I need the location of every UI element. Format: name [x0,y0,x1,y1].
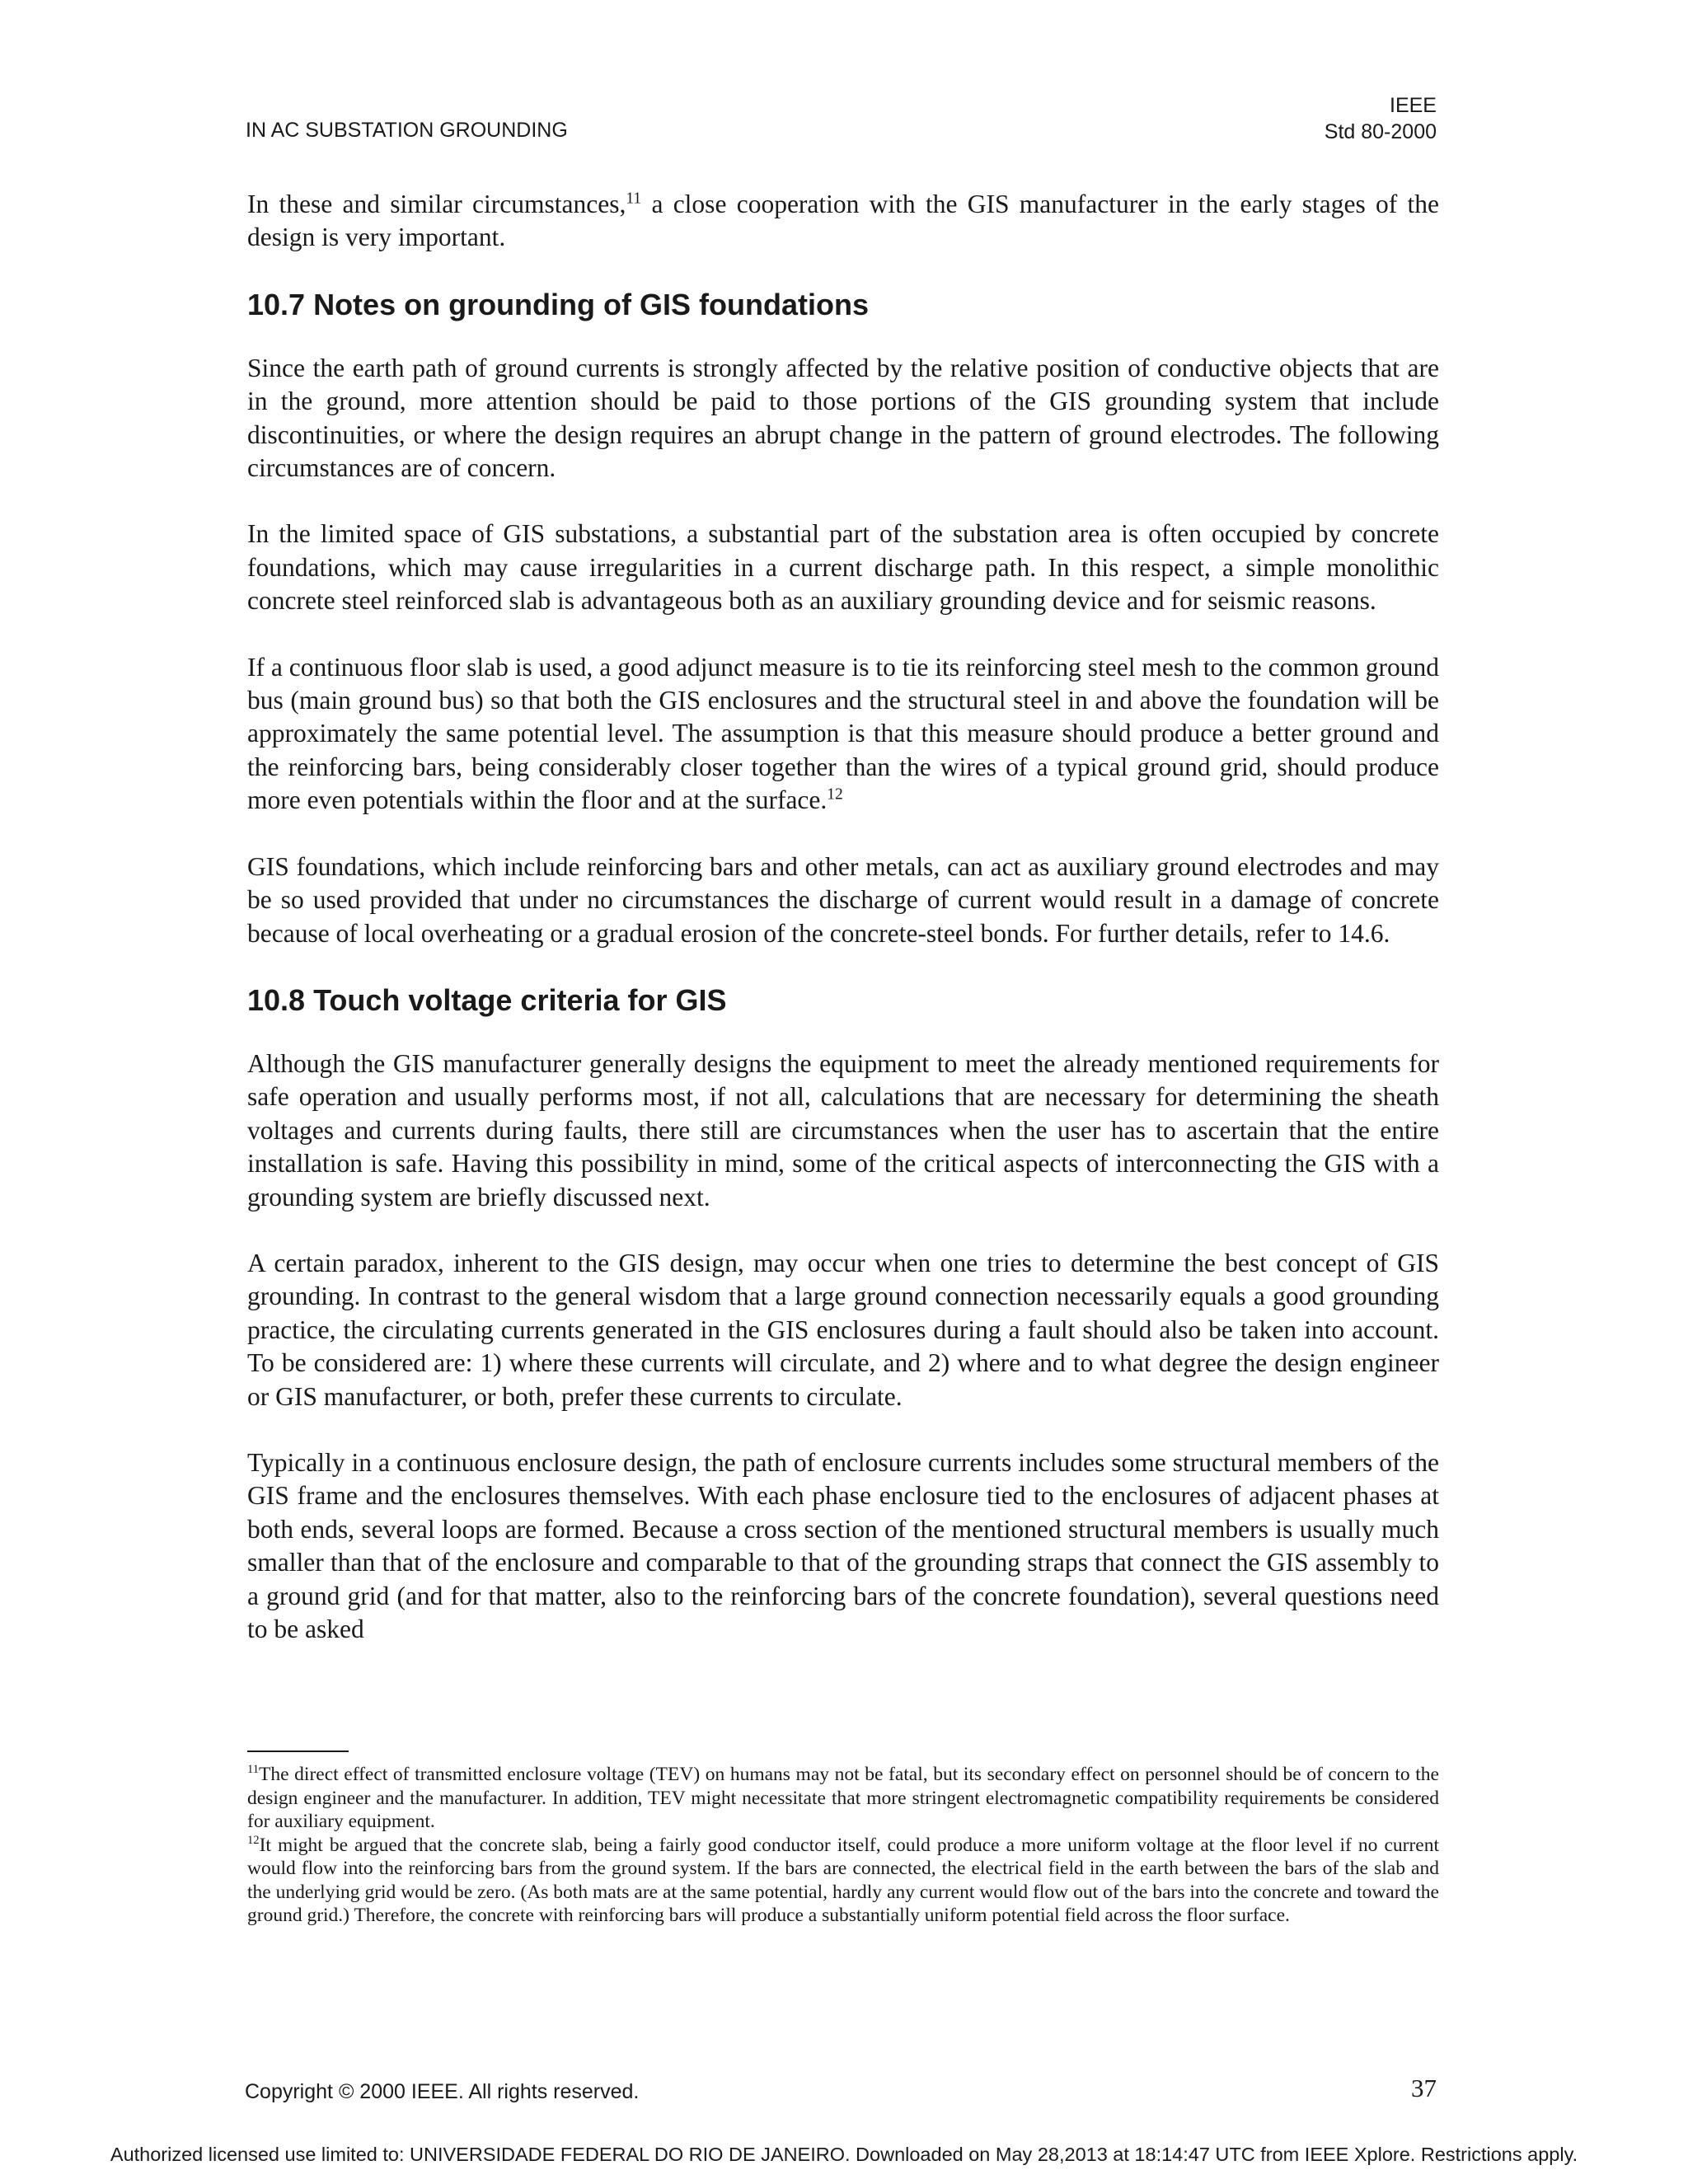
license-notice: Authorized licensed use limited to: UNIVERSIDADE FEDERAL DO RIO DE JANEIRO. Downloaded on May 28,2013 at 18:14:47 UTC from IEEE Xplore. Restrictions apply. [110,2144,1578,2165]
footnote-ref-11[interactable]: 11 [626,190,642,208]
paragraph-floor-slab: If a continuous floor slab is used, a good adjunct measure is to tie its reinforcing steel mesh to the common ground bus (main ground bus) so that both the GIS enclosures and the structural steel in and above the foundation will be approximately the same potential level. The assumption is that this measure should produce a better ground and the reinforcing bars, being considerably closer together than the wires of a typical ground grid, should produce more even potentials within the floor and at the surface.$^{12}$ [247,652,1439,815]
paragraph-earth-path: Since the earth path of ground currents is strongly affected by the relative position of conductive objects that are in the ground, more attention should be paid to those portions of the GIS grounding system that include discontinuities, or where the design requires an abrupt change in the pattern of ground electrodes. The following circumstances are of concern. [247,353,1439,483]
main-content [247,188,1439,1679]
running-header-title: IN AC SUBSTATION GROUNDING [246,119,568,142]
footnote-number: 12 [247,1833,260,1847]
section-heading-10-7: 10.7 Notes on grounding of GIS foundations [247,287,869,321]
header-standard-number: Std 80-2000 [1324,120,1437,143]
footnotes [247,1763,1439,1928]
running-header-standard [1325,92,1437,145]
paragraph-enclosure-design: Typically in a continuous enclosure design, the path of enclosure currents includes some structural members of the GIS frame and the enclosures themselves. With each phase enclosure tied to the enclosures of adjacent phases at both ends, several loops are formed. Because a cross section of the mentioned structural members is usually much smaller than that of the enclosure and comparable to that of the grounding straps that connect the GIS assembly to a ground grid (and for that matter, also to the reinforcing bars of the concrete foundation), several questions need to be asked [247,1447,1439,1643]
paragraph-paradox: A certain paradox, inherent to the GIS design, may occur when one tries to determine the best concept of GIS grounding. In contrast to the general wisdom that a large ground connection necessarily equals a good grounding practice, the circulating currents generated in the GIS enclosures during a fault should also be taken into account. To be considered are: 1) where these currents will circulate, and 2) where and to what degree the design engineer or GIS manufacturer, or both, prefer these currents to circulate. [247,1248,1439,1411]
footnote-ref-12[interactable]: 12 [827,785,843,804]
footnote-12: $^{12}$It might be argued that the concrete slab, being a fairly good conductor itself, could produce a more uniform voltage at the floor level if no current would flow into the reinforcing bars from the ground system. If the bars are connected, the electrical field in the earth between the bars of the slab and the underlying grid would be zero. (As both mats are at the same potential, hardly any current would flow out of the bars into the concrete and toward the ground grid.) Therefore, the concrete with reinforcing bars will produce a substantially uniform potential field across the floor surface. [247,1833,1439,1926]
page-number: 37 [1411,2074,1437,2102]
header-publisher: IEEE [1390,94,1437,117]
paragraph-intro: In these and similar circumstances,$^{11}$ a close cooperation with the GIS manufacturer in the early stages of the design is very important. [247,190,1439,252]
footnote-11: $^{11}$The direct effect of transmitted enclosure voltage (TEV) on humans may not be fatal, but its secondary effect on personnel should be of concern to the design engineer and the manufacturer. In addition, TEV might necessitate that more stringent electromagnetic compatibility requirements be considered for auxiliary equipment. [247,1763,1439,1832]
paragraph-gis-foundations: GIS foundations, which include reinforcing bars and other metals, can act as auxiliary ground electrodes and may be so used provided that under no circumstances the discharge of current would result in a damage of concrete because of local overheating or a gradual erosion of the concrete-steel bonds. For further details, refer to 14.6. [247,851,1439,948]
section-heading-10-8: 10.8 Touch voltage criteria for GIS [247,982,727,1017]
paragraph-manufacturer: Although the GIS manufacturer generally designs the equipment to meet the already mentioned requirements for safe operation and usually performs most, if not all, calculations that are necessary for determining the sheath voltages and currents during faults, there still are circumstances when the user has to ascertain that the entire installation is safe. Having this possibility in mind, some of the critical aspects of interconnecting the GIS with a grounding system are briefly discussed next. [247,1048,1439,1212]
paragraph-limited-space: In the limited space of GIS substations, a substantial part of the substation area is often occupied by concrete foundations, which may cause irregularities in a current discharge path. In this respect, a simple monolithic concrete steel reinforced slab is advantageous both as an auxiliary grounding device and for seismic reasons. [247,519,1439,616]
footnote-separator [247,1750,349,1752]
footnote-number: 11 [247,1763,260,1777]
copyright-notice: Copyright © 2000 IEEE. All rights reserved. [245,2080,640,2103]
